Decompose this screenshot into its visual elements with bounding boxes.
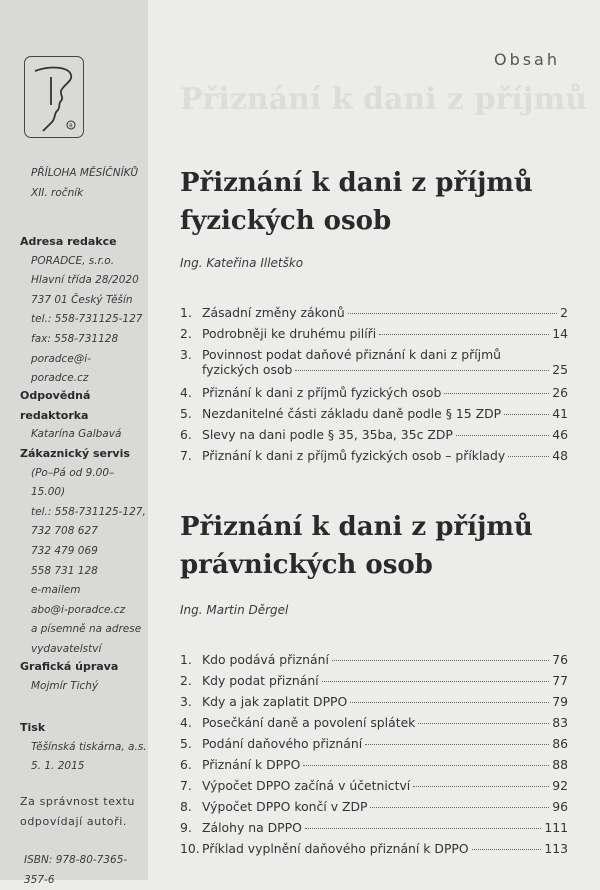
- toc-number: 7.: [180, 448, 192, 463]
- toc-page: 46: [552, 427, 568, 442]
- section1-title-line: Přiznání k dani z příjmů: [180, 168, 533, 198]
- toc-number: 9.: [180, 820, 192, 835]
- volume-label: XII. ročník: [31, 186, 84, 199]
- bleed-through-text: Přiznání k dani z příjmů: [180, 82, 588, 117]
- toc-text-continued: fyzických osob: [202, 362, 293, 377]
- toc-page: 88: [552, 757, 568, 772]
- toc-page: 41: [552, 406, 568, 421]
- toc-item[interactable]: [180, 757, 568, 778]
- toc-number: 10.: [180, 841, 200, 856]
- section2-author: Ing. Martin Děrgel: [180, 603, 289, 617]
- toc-item[interactable]: [180, 715, 568, 736]
- toc-page: 14: [552, 326, 568, 341]
- toc-item[interactable]: [180, 652, 568, 673]
- toc-item[interactable]: [180, 385, 568, 406]
- graphic-heading: Grafická úprava: [20, 660, 119, 673]
- address-block: [20, 232, 148, 389]
- section1-title-line: fyzických osob: [180, 206, 392, 236]
- print-line: Těšínská tiskárna, a.s.: [31, 740, 147, 753]
- toc-text: Přiznání k dani z příjmů fyzických osob: [202, 385, 442, 400]
- address-line: tel.: 558-731125-127: [31, 313, 143, 326]
- toc-number: 5.: [180, 406, 192, 421]
- address-line: fax: 558-731128: [31, 332, 119, 345]
- section2-title-line: Přiznání k dani z příjmů: [180, 512, 533, 542]
- section1-toc: [180, 305, 568, 469]
- toc-text: Výpočet DPPO končí v ZDP: [202, 799, 368, 814]
- disclaimer-line: Za správnost textu: [20, 795, 135, 808]
- toc-item[interactable]: [180, 448, 568, 469]
- toc-text: Přiznání k DPPO: [202, 757, 301, 772]
- service-line: vydavatelství: [31, 642, 102, 655]
- service-line: 732 708 627: [31, 525, 98, 538]
- toc-text: Zásadní změny zákonů: [202, 305, 345, 320]
- print-heading: Tisk: [20, 721, 46, 734]
- editor-block: [20, 386, 148, 445]
- toc-number: 2.: [180, 673, 192, 688]
- toc-item[interactable]: [180, 427, 568, 448]
- toc-text: Posečkání daně a povolení splátek: [202, 715, 416, 730]
- toc-item[interactable]: [180, 778, 568, 799]
- graphic-name: Mojmír Tichý: [31, 679, 99, 692]
- disclaimer-block: [20, 792, 135, 831]
- toc-page: 83: [552, 715, 568, 730]
- service-heading: Zákaznický servis: [20, 447, 130, 460]
- graphic-block: [20, 657, 118, 696]
- toc-item[interactable]: [180, 305, 568, 326]
- toc-number: 2.: [180, 326, 192, 341]
- toc-number: 4.: [180, 385, 192, 400]
- profile-icon: [25, 57, 85, 139]
- editor-name: Katarína Galbavá: [31, 428, 122, 441]
- toc-item[interactable]: [180, 841, 568, 862]
- toc-page: 96: [552, 799, 568, 814]
- supplement-label: PŘÍLOHA MĚSÍČNÍKŮ: [31, 167, 139, 179]
- toc-page: 77: [552, 673, 568, 688]
- isbn: ISBN: 978-80-7365-357-6: [24, 854, 128, 886]
- toc-page: 48: [552, 448, 568, 463]
- toc-item[interactable]: [180, 673, 568, 694]
- toc-text: Přiznání k dani z příjmů fyzických osob – příklady: [202, 448, 506, 463]
- toc-number: 7.: [180, 778, 192, 793]
- disclaimer-line: odpovídají autoři.: [20, 814, 127, 828]
- toc-page: 86: [552, 736, 568, 751]
- toc-number: 3.: [180, 347, 192, 362]
- service-line: abo@i-poradce.cz: [31, 603, 126, 616]
- toc-text: Kdo podává přiznání: [202, 652, 329, 667]
- section2-title-line: právnických osob: [180, 550, 433, 580]
- svg-text:R: R: [69, 123, 73, 130]
- supplement-block: [20, 164, 138, 203]
- toc-text: Podrobněji ke druhému pilíři: [202, 326, 377, 341]
- address-line: poradce@i-poradce.cz: [31, 352, 91, 385]
- service-line: 732 479 069: [31, 544, 98, 557]
- toc-number: 4.: [180, 715, 192, 730]
- toc-number: 1.: [180, 305, 192, 320]
- service-line: tel.: 558-731125-127,: [31, 505, 146, 518]
- toc-number: 3.: [180, 694, 192, 709]
- section1-title: [180, 164, 580, 240]
- toc-number: 6.: [180, 757, 192, 772]
- toc-text: Podání daňového přiznání: [202, 736, 363, 751]
- toc-text: Zálohy na DPPO: [202, 820, 302, 835]
- editor-heading: Odpovědná redaktorka: [20, 389, 91, 422]
- toc-item[interactable]: [180, 799, 568, 820]
- toc-number: 1.: [180, 652, 192, 667]
- toc-text: Kdy podat přiznání: [202, 673, 319, 688]
- address-line: Hlavní třída 28/2020: [31, 274, 139, 287]
- toc-page: 26: [552, 385, 568, 400]
- service-line: 558 731 128: [31, 564, 98, 577]
- print-block: [20, 718, 147, 777]
- section1-author: Ing. Kateřina Illetško: [180, 256, 304, 270]
- address-line: 737 01 Český Těšín: [31, 293, 133, 306]
- toc-page: 92: [552, 778, 568, 793]
- service-block: [20, 444, 148, 660]
- sidebar: [0, 0, 148, 886]
- print-line: 5. 1. 2015: [31, 760, 85, 773]
- service-line: (Po–Pá od 9.00–15.00): [31, 466, 115, 499]
- publisher-logo: [24, 56, 84, 138]
- section2-title: [180, 508, 580, 584]
- toc-item[interactable]: [180, 347, 568, 385]
- toc-text: Nezdanitelné části základu daně podle § 15 ZDP: [202, 406, 502, 421]
- section2-toc: [180, 652, 568, 862]
- toc-number: 6.: [180, 427, 192, 442]
- toc-text: Povinnost podat daňové přiznání k dani z příjmů: [202, 347, 502, 362]
- toc-item[interactable]: [180, 736, 568, 757]
- toc-text: Příklad vyplnění daňového přiznání k DPPO: [202, 841, 469, 856]
- toc-text: Slevy na dani podle § 35, 35ba, 35c ZDP: [202, 427, 453, 442]
- address-line: PORADCE, s.r.o.: [31, 254, 115, 267]
- service-line: a písemně na adrese: [31, 623, 142, 636]
- page-title: Obsah: [493, 50, 560, 69]
- toc-text: Kdy a jak zaplatit DPPO: [202, 694, 348, 709]
- toc-page: 113: [544, 841, 568, 856]
- toc-number: 5.: [180, 736, 192, 751]
- toc-page: 76: [552, 652, 568, 667]
- address-heading: Adresa redakce: [20, 235, 117, 248]
- toc-page: 2: [560, 305, 568, 320]
- toc-item[interactable]: [180, 326, 568, 347]
- isbn-block: [20, 851, 148, 890]
- toc-item[interactable]: [180, 694, 568, 715]
- toc-page: 25: [552, 362, 568, 377]
- toc-number: 8.: [180, 799, 192, 814]
- toc-item[interactable]: [180, 820, 568, 841]
- toc-item[interactable]: [180, 406, 568, 427]
- toc-text: Výpočet DPPO začíná v účetnictví: [202, 778, 411, 793]
- toc-page: 111: [544, 820, 568, 835]
- toc-page: 79: [552, 694, 568, 709]
- service-line: e-mailem: [31, 584, 81, 597]
